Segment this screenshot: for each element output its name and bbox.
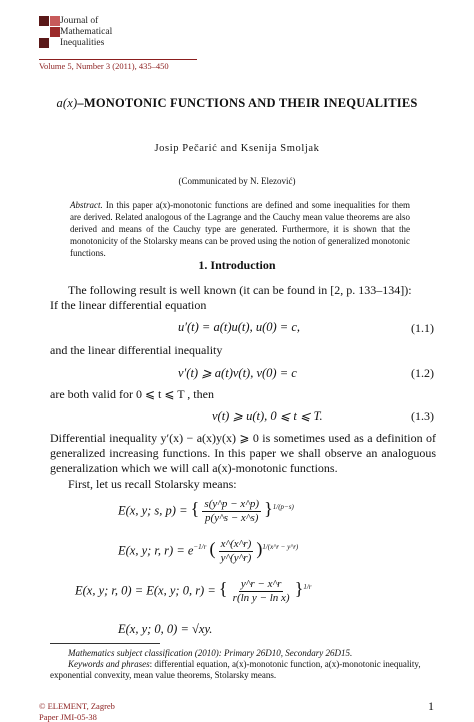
keywords-label: Keywords and phrases [68, 659, 150, 669]
keywords [50, 659, 440, 681]
equation-1-3: v(t) ⩾ u(t), 0 ⩽ t ⩽ T. [212, 409, 323, 423]
left-paren: ( [209, 538, 216, 559]
stolarsky-mean-4: E(x, y; 0, 0) = √xy. [118, 622, 213, 636]
paragraph: First, let us recall Stolarsky means: [68, 477, 237, 491]
title-prefix: a(x) [56, 96, 78, 110]
paragraph: The following result is well known (it can be found in [2, p. 133–134]): [68, 283, 412, 297]
footnote-rule [50, 643, 160, 644]
page-number: 1 [428, 699, 434, 713]
equation-lhs: E(x, y; s, p) = [118, 503, 188, 518]
fraction [202, 498, 261, 525]
equation-number: (1.1) [411, 321, 434, 335]
paper-title [0, 96, 474, 111]
left-brace: { [218, 578, 228, 599]
section-heading: 1. Introduction [198, 258, 276, 272]
exponent: 1/r [303, 583, 312, 592]
paragraph: and the linear differential inequality [50, 343, 223, 357]
abstract-label: Abstract. [70, 200, 103, 210]
equation-lhs: E(x, y; r, 0) = E(x, y; 0, r) = [75, 583, 216, 598]
equation-1-1: u′(t) = a(t)u(t), u(0) = c, [178, 320, 300, 334]
logo-square [50, 27, 60, 37]
right-brace: } [264, 498, 273, 519]
exponent: −1/r [193, 543, 207, 552]
equation-number: (1.3) [411, 409, 434, 423]
fraction-numerator: s(y^p − x^p) [204, 498, 259, 510]
paragraph: Differential inequality y′(x) − a(x)y(x) ⩾ 0 is sometimes used as a definition of generalized increasing functions. In this paper we shall observe an analoguous generalization which we will call a(x)-monotonic functions. [50, 431, 436, 475]
paragraph: are both valid for 0 ⩽ t ⩽ T , then [50, 387, 214, 401]
journal-logo [39, 16, 199, 62]
left-brace: { [190, 498, 200, 519]
logo-square [39, 38, 49, 48]
exponent: 1/(p−s) [272, 503, 294, 512]
footnote [50, 648, 440, 681]
logo-square [50, 16, 60, 26]
volume-line: Volume 5, Number 3 (2011), 435–450 [39, 59, 197, 71]
fraction-denominator: y^(y^r) [220, 552, 252, 564]
journal-name-line: Inequalities [60, 38, 105, 48]
stolarsky-mean-2 [118, 538, 298, 565]
communicated-by: (Communicated by N. Elezović) [178, 176, 296, 186]
paragraph: If the linear differential equation [50, 298, 207, 312]
msc-classification [50, 648, 440, 659]
fraction-denominator: p(y^s − x^s) [205, 512, 259, 524]
equation-lhs: E(x, y; r, r) = e [118, 543, 194, 558]
fraction-numerator: x^(x^r) [220, 538, 252, 550]
fraction [231, 578, 292, 605]
abstract [70, 199, 410, 259]
stolarsky-mean-1 [118, 498, 294, 525]
journal-name-line: Mathematical [60, 27, 113, 37]
exponent: 1/(x^r − y^r) [262, 543, 299, 552]
abstract-text: In this paper a(x)-monotonic functions are defined and some inequalities for them are derived. Related analogous of the Lagrange and the Cauchy mean value theorems are also derived and means of the Cauchy type are generated. Furthermore, it is shown that the monotonicity of the Stolarsky means can be proved using the notion of generalized monotonic functions. [70, 200, 411, 258]
fraction-numerator: y^r − x^r [240, 578, 282, 590]
fraction [219, 538, 254, 565]
title-rest: –MONOTONIC FUNCTIONS AND THEIR INEQUALITIES [77, 96, 418, 110]
paper-id: Paper JMI-05-38 [39, 712, 97, 722]
journal-name-line: Journal of [60, 16, 99, 26]
right-paren: ) [256, 538, 263, 559]
fraction-denominator: r(ln y − ln x) [232, 592, 290, 604]
authors: Josip Pečarić and Ksenija Smoljak [154, 143, 320, 154]
equation-1-2: v′(t) ⩾ a(t)v(t), v(0) = c [178, 366, 297, 380]
stolarsky-mean-3 [75, 578, 312, 605]
keywords-text: : differential equation, a(x)-monotonic function, a(x)-monotonic inequality, exponential convexity, mean value theorems, Stolarsky means. [50, 659, 421, 680]
copyright: © ELEMENT, Zagreb [39, 701, 115, 711]
right-brace: } [294, 578, 304, 599]
msc-text: Mathematics subject classification (2010): Primary 26D10, Secondary 26D15. [68, 648, 353, 658]
logo-square [39, 16, 49, 26]
equation-number: (1.2) [411, 366, 434, 380]
